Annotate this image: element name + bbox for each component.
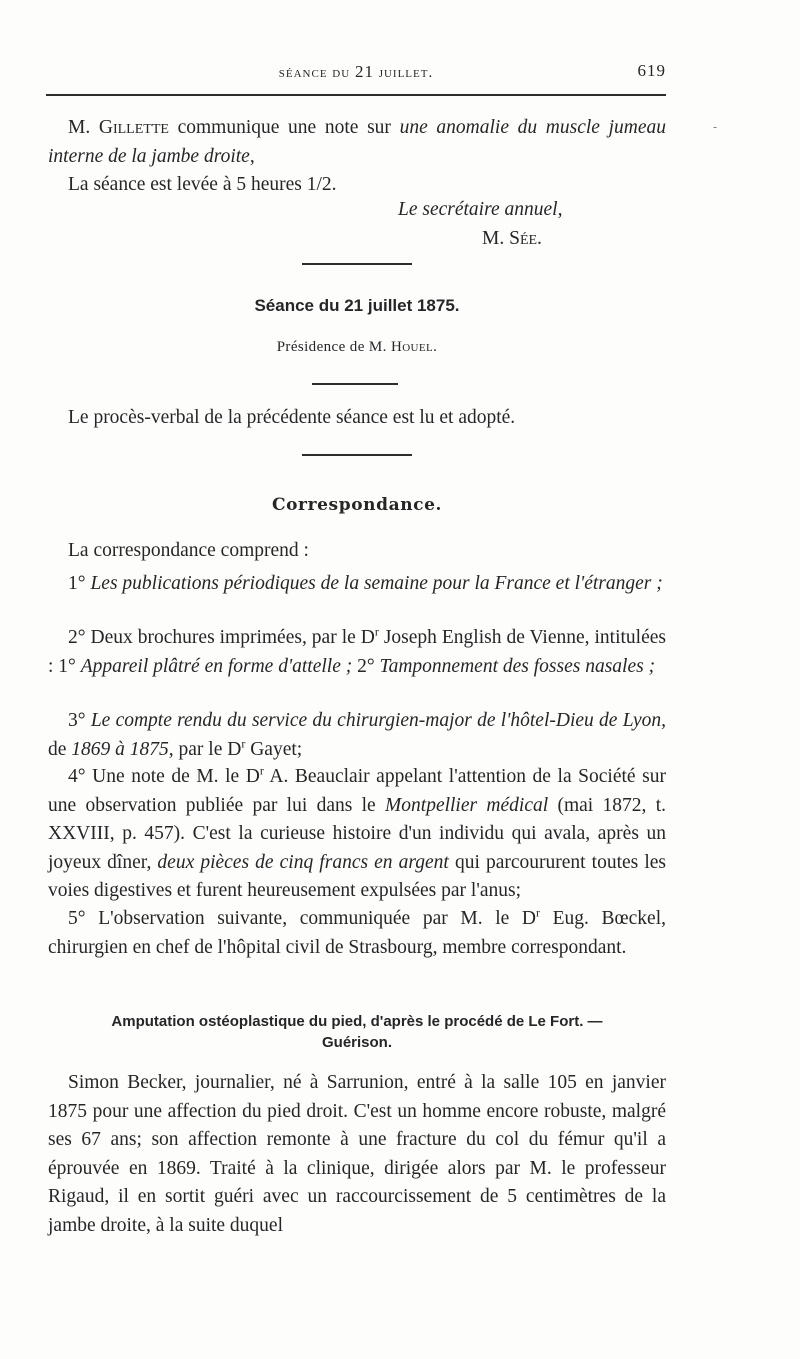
item-3-title: Le compte rendu du service du chirurgien-major de l'hôtel-Dieu de Lyon,	[90, 710, 666, 731]
item-4-text-3: (mai 1872, t. XXVIII, p. 457). C'est la curieuse histoire d'un individu qui avala, après un joyeux dîner,	[48, 794, 666, 873]
item-4-text-2: A. Beauclair appelant l'attention de la Société sur une observation publiée par lui dans le	[48, 766, 666, 816]
gillette-note-title: une anomalie du muscle jumeau interne de la jambe droite	[48, 117, 666, 167]
section-rule-2	[302, 454, 412, 456]
running-title-number: 21	[354, 62, 374, 81]
running-title-suffix: juillet.	[373, 65, 434, 81]
item-4-journal: Montpellier médical	[385, 794, 549, 816]
item-5-number: 5°	[68, 908, 99, 929]
running-title-prefix: séance du	[278, 65, 355, 81]
article-title	[42, 1011, 672, 1053]
corr-item-2	[48, 624, 666, 681]
item-5-text-1: L'observation suivante, communiquée par M. le D	[98, 908, 536, 929]
signature-name-suffix: .	[537, 228, 542, 249]
article-title-line-1: Amputation ostéoplastique du pied, d'après le procédé de Le Fort. —	[111, 1013, 603, 1030]
presidence-line	[48, 339, 666, 356]
correspondance-heading: Correspondance.	[271, 495, 443, 515]
item-1-number: 1°	[68, 573, 91, 594]
item-3-text-3: Gayet;	[245, 738, 303, 760]
gillette-prefix: M.	[68, 117, 99, 138]
correspondance-intro: La correspondance comprend :	[68, 540, 309, 561]
gillette-end: ,	[249, 145, 255, 167]
item-3-sup: r	[241, 736, 246, 750]
item-4-coins: deux pièces de cinq francs en argent	[157, 851, 449, 873]
item-2-title-1: Appareil plâtré en forme d'attelle ;	[80, 655, 353, 677]
item-4-number: 4°	[68, 766, 93, 787]
header-rule	[46, 94, 666, 96]
item-3-dates: 1869 à 1875,	[71, 738, 174, 760]
corr-item-3	[48, 707, 666, 764]
item-2-text-2: Joseph English de Vienne, intitulées : 1°	[48, 627, 666, 677]
item-5-sup: r	[536, 905, 540, 920]
gillette-name: Gillette	[98, 117, 169, 138]
page-number: 619	[637, 61, 666, 80]
item-2-text-3: 2°	[352, 655, 380, 677]
signature-surname: Sée	[509, 228, 538, 249]
signature-name-prefix: M.	[482, 228, 510, 249]
signature-name	[482, 228, 542, 250]
corr-item-5	[48, 905, 666, 962]
gillette-text: communique une note sur	[168, 117, 400, 138]
item-4-text-1: Une note de M. le D	[92, 766, 260, 787]
section-rule	[302, 263, 412, 265]
item-5-text-2: Eug. Bœckel, chirurgien en chef de l'hôpital civil de Strasbourg, membre correspondant.	[48, 908, 666, 958]
item-2-title-2: Tamponnement des fosses nasales ;	[379, 655, 656, 677]
signature-role: Le secrétaire annuel,	[398, 199, 563, 220]
item-4-sup: r	[259, 763, 264, 778]
seance-title: Séance du 21 juillet 1875.	[254, 296, 460, 315]
paragraph-gillette	[48, 114, 666, 171]
running-title	[46, 62, 666, 82]
item-1-text: Les publications périodiques de la semaine pour la France et l'étranger ;	[90, 573, 663, 594]
article-title-line-2: Guérison.	[321, 1034, 392, 1051]
case-paragraph: Simon Becker, journalier, né à Sarrunion, entré à la salle 105 en janvier 1875 pour une affection du pied droit. C'est un homme encore robuste, malgré ses 67 ans; son affection remonte à une fracture du col du fémur qu'il a éprouvée en 1869. Traité à la clinique, dirigée alors par M. le professeur Rigaud, il en sortit guéri avec un raccourcissement de 5 centimètres de la jambe droite, à la suite duquel	[48, 1072, 666, 1236]
short-rule	[312, 383, 398, 385]
running-head	[46, 62, 666, 82]
item-3-number: 3°	[68, 710, 91, 731]
item-3-text-2: par le D	[173, 738, 242, 760]
item-2-sup: r	[374, 624, 379, 639]
president-name: Houel	[390, 339, 434, 355]
paragraph-levee: La séance est levée à 5 heures 1/2.	[68, 174, 337, 195]
proces-verbal: Le procès-verbal de la précédente séance est lu et adopté.	[68, 407, 516, 428]
corr-item-1	[48, 570, 666, 599]
margin-speck: -	[713, 120, 718, 134]
presidence-text: Présidence de M.	[276, 339, 391, 355]
item-3-text-1: de	[48, 738, 72, 760]
corr-item-4	[48, 763, 666, 906]
item-2-text-1: Deux brochures imprimées, par le D	[90, 627, 375, 648]
item-4-text-4: qui parcoururent toutes les voies digestives et furent heureusement expulsées par l'anus;	[48, 851, 666, 901]
presidence-suffix: .	[433, 339, 438, 355]
item-2-number: 2°	[68, 627, 91, 648]
